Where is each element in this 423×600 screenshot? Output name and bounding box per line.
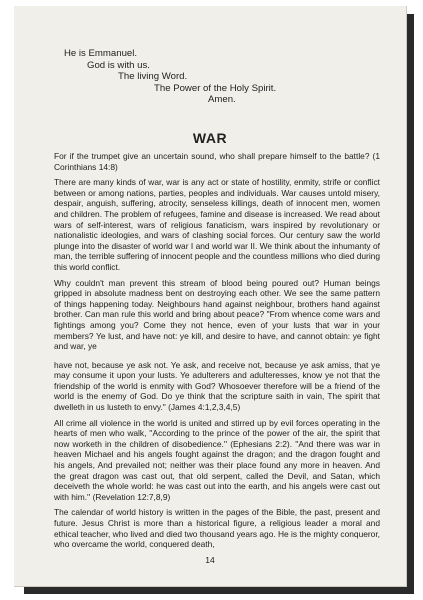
poem-line-4: The Power of the Holy Spirit. xyxy=(154,82,277,94)
poem-line-1: He is Emmanuel. xyxy=(64,48,138,59)
section-title: WAR xyxy=(192,130,228,146)
paragraph-3: Why couldn't man prevent this stream of blood being poured out? Human beings gripped in absolute madness bent on destroying each other. We see the same pattern of things happening today. Neighbours hand against neighbour, brothers hand against brother. Can man rule this world and bring about peace? "From whence come wars and fightings among you? Come they not hence, even of your lusts that war in your members? Ye lust, and have not: ye kill, and desire to have, and cannot obtain: ye fight and war, ye xyxy=(54,277,380,352)
paragraph-5: All crime all violence in the world is united and stirred up by evil forces operating in the hearts of men who walk, ''According to the prince of the power of the air, the spirit that now worketh in the children of disobedience.'' (Ephesians 2:2). ''And there was war in heaven Michael and his angels fought against the dragon; and the dragon fought and his angels, And prevailed not; neither was their place found any more in heaven. And the great dragon was cast out, that old serpent, called the Devil, and Satan, which deceiveth the whole world: he was cast out into the earth, and his angels were cast out with him.'' (Revelation 12:7,8,9) xyxy=(54,417,380,502)
paragraph-2: There are many kinds of war, war is any act or state of hostility, enmity, strife or conflict between or among nations, parties, peoples and individuals. War causes untold misery, despair, anguish, suffering, atrocity, senseless killings, death of innocent men, women and children. The problem of refugees, famine and disease is increased. We read about wars of self-interest, wars of religious fanaticism, wars inspired by revolutionary or nationalistic ideologies, and wars of clashing social forces. Our century saw the world plunge into the disaster of world war I and world war II. We think about the inhumanty of man, the terrible suffering of innocent people and the countless millions who died during this world conflict. xyxy=(54,177,380,272)
poem-line-3: The living Word. xyxy=(118,71,188,82)
poem xyxy=(64,48,276,106)
paragraph-1: For if the trumpet give an uncertain sound, who shall prepare himself to the battle? (1 Corinthians 14:8) xyxy=(54,151,380,172)
poem-line-2: God is with us. xyxy=(87,59,150,71)
book-page xyxy=(14,6,407,587)
poem-line-5: Amen. xyxy=(208,94,236,105)
paragraph-4: have not, because ye ask not. Ye ask, and receive not, because ye ask amiss, that ye may consume it upon your lusts. Ye adulterers and adulteresses, know ye not that the friendship of the world is enmity with God? Whosoever therefore will be a friend of the world is the enemy of God. Do ye think that the scripture saith in vain, The spirit that dwelleth in us lusteth to envy." (James 4:1,2,3,4,5) xyxy=(54,359,380,413)
paragraph-6: The calendar of world history is written in the pages of the Bible, the past, present and future. Jesus Christ is more than a historical figure, a religious leader a moral and ethical teacher, who lived and died two thousand years ago. He is the mighty conqueror, who overcame the world, conquered death, xyxy=(54,507,380,550)
page-number: 14 xyxy=(205,555,215,565)
body-text xyxy=(54,151,380,555)
